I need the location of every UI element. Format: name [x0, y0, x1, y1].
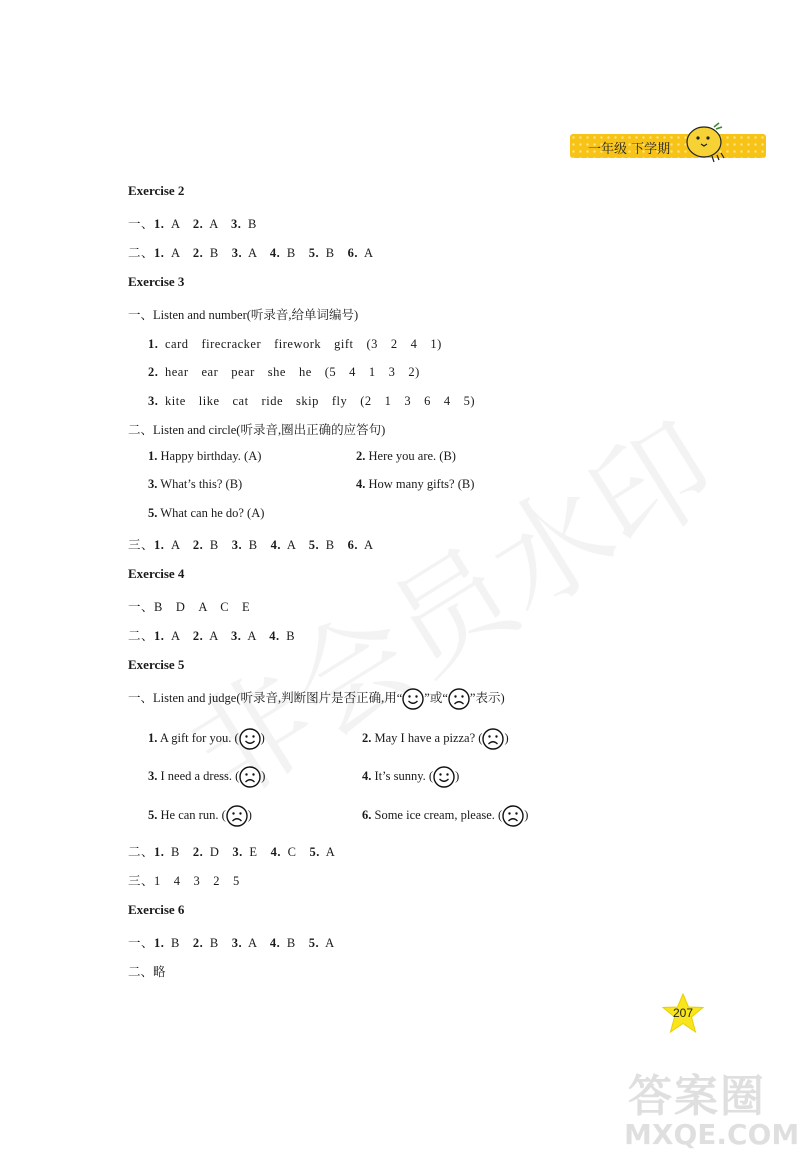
item-answer: A — [363, 246, 374, 260]
exercise-2-title: Exercise 2 — [128, 183, 185, 198]
item-text: May I have a pizza? ( — [374, 730, 483, 745]
item-num: 4. — [270, 538, 281, 552]
item-answer: B — [325, 538, 335, 552]
exercise-3-title: Exercise 3 — [128, 274, 185, 289]
item-answer: B — [248, 217, 257, 231]
item-num: 4. — [362, 768, 372, 783]
exercise-2-part-1 — [128, 214, 257, 232]
item-num: 1. — [154, 936, 165, 950]
item-num: 2. — [192, 217, 204, 231]
exercise-3-part-1-heading: 一、Listen and number(听录音,给单词编号) — [128, 308, 359, 322]
item-num: 5. — [308, 538, 320, 552]
item-num: 2. — [192, 936, 204, 950]
exercise-5-item-3 — [148, 766, 265, 788]
item-num: 6. — [347, 246, 358, 260]
item-answer: A — [363, 538, 374, 552]
item-answer: A — [209, 629, 219, 643]
item-text: Happy birthday. (A) — [160, 449, 262, 463]
item-num: 3. — [231, 936, 243, 950]
exercise-5-item-4 — [362, 766, 459, 788]
item-num: 5. — [148, 807, 158, 822]
exercise-6-part-2: 二、略 — [128, 965, 166, 979]
chick-mascot-icon — [684, 118, 728, 164]
exercise-5-part-1-heading — [128, 688, 505, 710]
exercise-5-item-6 — [362, 805, 528, 827]
exercise-3-part-2-heading: 二、Listen and circle(听录音,圈出正确的应答句) — [128, 423, 386, 437]
item-answer: B — [286, 246, 296, 260]
item-answer: A — [248, 936, 257, 950]
exercise-5-item-1 — [148, 728, 265, 750]
smile-face-icon — [402, 688, 424, 710]
item-num: 2. — [192, 629, 204, 643]
close-paren: ) — [455, 768, 460, 783]
item-answer: E — [249, 845, 258, 859]
item-num: 3. — [231, 629, 242, 643]
item-num: 5. — [148, 506, 158, 520]
item-answer: A — [171, 538, 180, 552]
close-paren: ) — [524, 807, 529, 822]
exercise-3-part-3 — [128, 535, 373, 553]
item-num: 2. — [192, 246, 204, 260]
grade-banner — [570, 134, 766, 158]
close-paren: ) — [260, 730, 265, 745]
item-num: 2. — [356, 449, 366, 463]
sad-face-icon — [502, 805, 524, 827]
item-num: 5. — [308, 936, 320, 950]
item-answer: A — [171, 246, 180, 260]
exercise-5-title: Exercise 5 — [128, 657, 185, 672]
item-text: He can run. ( — [160, 807, 226, 822]
item-num: 1. — [154, 246, 165, 260]
item-text: card firecracker firework gift (3 2 4 1) — [165, 337, 442, 351]
item-num: 1. — [148, 730, 158, 745]
item-text: It’s sunny. ( — [374, 768, 434, 783]
exercise-3-circle-2 — [356, 449, 456, 464]
item-num: 3. — [148, 477, 158, 491]
item-num: 1. — [148, 337, 159, 351]
item-num: 4. — [270, 845, 281, 859]
item-answer: A — [325, 936, 335, 950]
item-text: kite like cat ride skip fly (2 1 3 6 4 5) — [165, 394, 476, 408]
item-text: What can he do? (A) — [160, 506, 265, 520]
item-answer: B — [325, 246, 335, 260]
part-prefix: 一、 — [128, 936, 155, 950]
exercise-3-circle-5 — [148, 506, 264, 521]
item-num: 2. — [148, 365, 159, 379]
item-text: hear ear pear she he (5 4 1 3 2) — [165, 365, 420, 379]
item-num: 3. — [231, 246, 243, 260]
item-text: I need a dress. ( — [160, 768, 240, 783]
exercise-5-part-3: 三、1 4 3 2 5 — [128, 874, 240, 888]
site-watermark-cn: 答案圈 — [628, 1071, 766, 1122]
item-text: Some ice cream, please. ( — [374, 807, 503, 822]
item-answer: B — [209, 936, 219, 950]
item-text: A gift for you. ( — [159, 730, 239, 745]
item-num: 3. — [148, 394, 159, 408]
item-answer: B — [171, 845, 180, 859]
item-num: 1. — [154, 538, 165, 552]
page-number: 207 — [672, 1006, 694, 1020]
item-answer: A — [171, 629, 180, 643]
exercise-5-part-2 — [128, 842, 335, 860]
item-answer: B — [209, 246, 219, 260]
item-num: 3. — [231, 538, 243, 552]
item-num: 3. — [231, 217, 242, 231]
heading-text: ”或“ — [424, 691, 448, 705]
item-num: 6. — [347, 538, 358, 552]
item-num: 5. — [309, 845, 320, 859]
smile-face-icon — [433, 766, 455, 788]
exercise-3-circle-4 — [356, 477, 474, 492]
item-answer: B — [286, 936, 296, 950]
item-answer: A — [248, 246, 257, 260]
item-answer: B — [209, 538, 219, 552]
close-paren: ) — [247, 807, 252, 822]
sad-face-icon — [448, 688, 470, 710]
exercise-4-part-2 — [128, 626, 295, 644]
item-text: What’s this? (B) — [160, 477, 243, 491]
item-num: 3. — [148, 768, 158, 783]
item-num: 5. — [308, 246, 320, 260]
sad-face-icon — [226, 805, 248, 827]
exercise-3-row-2 — [148, 362, 420, 380]
exercise-3-row-3 — [148, 391, 475, 409]
exercise-5-item-5 — [148, 805, 252, 827]
item-num: 3. — [232, 845, 243, 859]
item-num: 4. — [356, 477, 366, 491]
item-answer: C — [287, 845, 297, 859]
item-answer: B — [171, 936, 180, 950]
part-prefix: 二、 — [128, 246, 155, 260]
item-num: 6. — [362, 807, 372, 822]
item-answer: A — [209, 217, 219, 231]
item-answer: A — [247, 629, 257, 643]
item-num: 2. — [192, 538, 204, 552]
item-answer: A — [286, 538, 296, 552]
exercise-5-item-2 — [362, 728, 509, 750]
item-num: 4. — [269, 246, 281, 260]
exercise-4-part-1: 一、B D A C E — [128, 600, 251, 614]
smile-face-icon — [239, 728, 261, 750]
item-text: How many gifts? (B) — [368, 477, 475, 491]
item-num: 2. — [192, 845, 204, 859]
item-answer: D — [209, 845, 220, 859]
part-prefix: 二、 — [128, 845, 155, 859]
exercise-6-part-1 — [128, 933, 335, 951]
sad-face-icon — [239, 766, 261, 788]
item-answer: B — [286, 629, 296, 643]
close-paren: ) — [504, 730, 509, 745]
exercise-3-row-1 — [148, 334, 442, 352]
site-watermark — [620, 1060, 800, 1152]
exercise-2-part-2 — [128, 243, 373, 261]
item-answer: A — [325, 845, 336, 859]
site-watermark-en: MXQE.COM — [624, 1118, 800, 1151]
part-prefix: 一、 — [128, 217, 155, 231]
exercise-4-title: Exercise 4 — [128, 566, 185, 581]
item-num: 1. — [154, 217, 165, 231]
item-text: Here you are. (B) — [368, 449, 456, 463]
item-answer: B — [248, 538, 258, 552]
exercise-3-circle-1 — [148, 449, 261, 464]
heading-text: ”表示) — [469, 691, 505, 705]
item-num: 1. — [154, 845, 165, 859]
item-num: 1. — [148, 449, 158, 463]
sad-face-icon — [482, 728, 504, 750]
item-num: 4. — [269, 629, 280, 643]
part-prefix: 二、 — [128, 629, 155, 643]
exercise-3-circle-3 — [148, 477, 242, 492]
item-num: 4. — [269, 936, 281, 950]
item-answer: A — [171, 217, 180, 231]
item-num: 1. — [154, 629, 165, 643]
exercise-6-title: Exercise 6 — [128, 902, 185, 917]
item-num: 2. — [362, 730, 372, 745]
part-prefix: 三、 — [128, 538, 155, 552]
close-paren: ) — [261, 768, 266, 783]
banner-text: 一年级 下学期 — [588, 142, 671, 157]
heading-text: 一、Listen and judge(听录音,判断图片是否正确,用“ — [128, 691, 403, 705]
